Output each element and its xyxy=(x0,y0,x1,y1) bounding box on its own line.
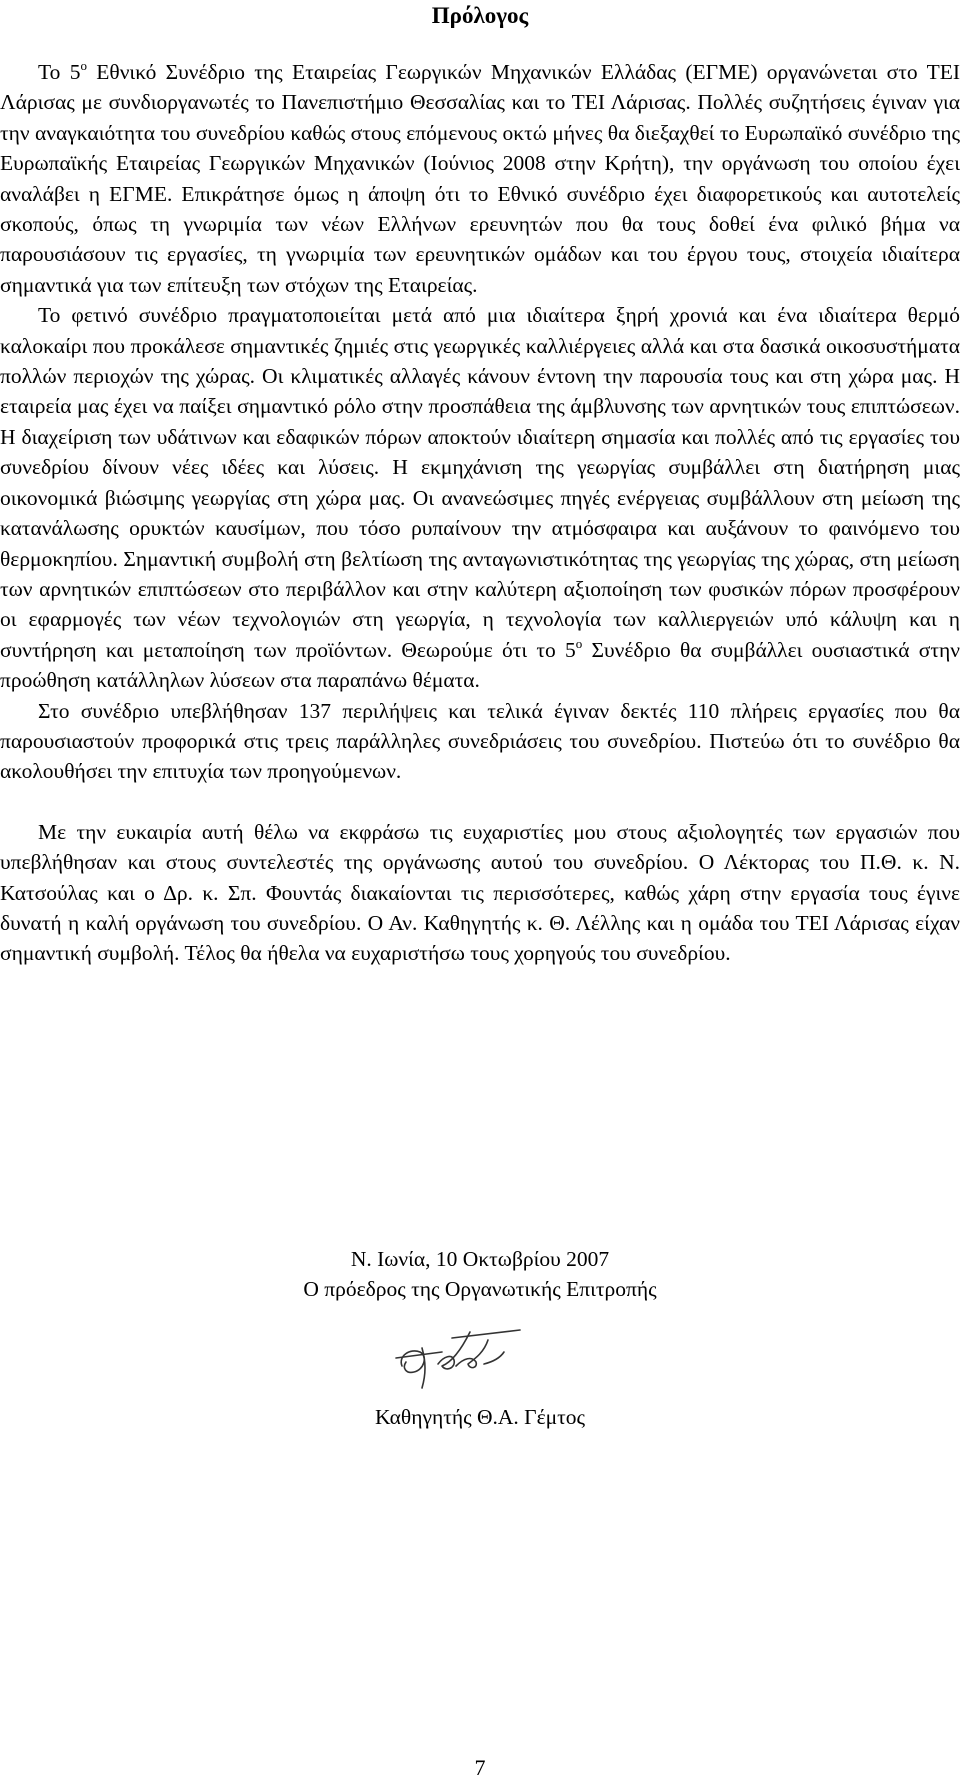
paragraph-1-start: Το 5 xyxy=(38,60,81,84)
paragraph-4: Με την ευκαιρία αυτή θέλω να εκφράσω τις ευχαριστίες μου στους αξιολογητές των εργασιών που υπεβλήθησαν και στους συντελεστές της οργάνωσης αυτού του συνεδρίου. Ο Λέκτορας του Π.Θ. κ. Ν. Κατσούλας και ο Δρ. κ. Σπ. Φουντάς διακαίονται τις περισσότερες, καθώς χάρη στην εργασία τους έγινε δυνατή η καλή οργάνωση του συνεδρίου. Ο Αν. Καθηγητής κ. Θ. Λέλλης και η ομάδα του ΤΕΙ Λάρισας είχαν σημαντική συμβολή. Τέλος θα ήθελα να ευχαριστήσω τους χορηγούς του συνεδρίου. xyxy=(0,819,960,966)
paragraph-2 xyxy=(0,300,960,695)
paragraph-1 xyxy=(0,57,960,300)
paragraph-2-start: Το φετινό συνέδριο πραγματοποιείται μετά από μια ιδιαίτερα ξηρή χρονιά και ένα ιδιαίτερα θερμό καλοκαίρι που προκάλεσε σημαντικές ζημιές στις γεωργικές καλλιέργειες αλλά και στα δασικά οικοσυστήματα πολλών περιοχών της χώρας. Οι κλιματικές αλλαγές κάνουν έντονη την παρουσία τους και στη χώρα μας. Η εταιρεία μας έχει να παίξει σημαντικό ρόλο στην προσπάθεια της άμβλυνσης των αρνητικών τους επιπτώσεων. Η διαχείριση των υδάτινων και εδαφικών πόρων αποκτούν ιδιαίτερη σημασία και πολλές από τις εργασίες του συνεδρίου δίνουν νέες ιδέες και λύσεις. Η εκμηχάνιση της γεωργίας συμβάλλει στη διατήρηση μιας οικονομικά βιώσιμης γεωργίας στη χώρα μας. Οι ανανεώσιμες πηγές ενέργειας συμβάλλουν στη μείωση της κατανάλωσης ορυκτών καυσίμων, που τόσο ρυπαίνουν την ατμόσφαιρα και αυξάνουν το φαινόμενο του θερμοκηπίου. Σημαντική συμβολή στη βελτίωση της ανταγωνιστικότητας της γεωργίας της χώρας, στη μείωση των αρνητικών επιπτώσεων στο περιβάλλον και στην καλύτερη αξιοποίηση των φυσικών πόρων προσφέρουν οι εφαρμογές των νέων τεχνολογιών στη γεωργία, η τεχνολογία των καλλιεργειών υπό κάλυψη και η συντήρηση και μεταποίηση των προϊόντων. Θεωρούμε ότι το 5 xyxy=(0,303,960,662)
closing-block xyxy=(0,1244,960,1305)
signer-role: Ο πρόεδρος της Οργανωτικής Επιτροπής xyxy=(303,1277,657,1302)
paragraph-2-rest: Συνέδριο θα συμβάλλει ουσιαστικά στην προώθηση κατάλληλων λύσεων στα παραπάνω θέματα. xyxy=(0,637,960,693)
paragraph-3: Στο συνέδριο υπεβλήθησαν 137 περιλήψεις και τελικά έγιναν δεκτές 110 πλήρεις εργασίες που θα παρουσιαστούν προφορικά στις τρεις παράλληλες συνεδριάσεις του συνεδρίου. Πιστεύω ότι το συνέδριο θα ακολουθήσει την επιτυχία των προηγούμενων. xyxy=(0,698,960,784)
paragraph-spacer xyxy=(0,787,960,817)
place-date: Ν. Ιωνία, 10 Οκτωβρίου 2007 xyxy=(350,1247,610,1271)
page-number: 7 xyxy=(474,1755,486,1780)
ordinal-superscript: ο xyxy=(80,58,87,73)
page-title: Πρόλογος xyxy=(431,3,529,28)
document-body xyxy=(0,57,960,969)
signer-name: Καθηγητής Θ.Α. Γέμτος xyxy=(374,1405,586,1429)
handwritten-signature xyxy=(392,1318,562,1398)
ordinal-superscript: ο xyxy=(575,635,583,651)
paragraph-1-rest: Εθνικό Συνέδριο της Εταιρείας Γεωργικών Μηχανικών Ελλάδας (ΕΓΜΕ) οργανώνεται στο ΤΕΙ Λάρισας με συνδιοργανωτές το Πανεπιστήμιο Θεσσαλίας και το ΤΕΙ Λάρισας. Πολλές συζητήσεις έγιναν για την αναγκαιότητα του συνεδρίου καθώς στους επόμενους οκτώ μήνες θα διεξαχθεί το Ευρωπαϊκό συνέδριο της Ευρωπαϊκής Εταιρείας Γεωργικών Μηχανικών (Ιούνιος 2008 στην Κρήτη), την οργάνωση του οποίου έχει αναλάβει η ΕΓΜΕ. Επικράτησε όμως η άποψη ότι το Εθνικό συνέδριο έχει διαφορετικούς και αυτοτελείς σκοπούς, όπως τη γνωριμία των νέων Ελλήνων ερευνητών που θα τους δοθεί ένα φιλικό βήμα να παρουσιάσουν τις εργασίες, τη γνωριμία των ερευνητικών ομάδων και του έργου τους, στοιχεία ιδιαίτερα σημαντικά για των επίτευξη των στόχων της Εταιρείας. xyxy=(0,60,960,297)
